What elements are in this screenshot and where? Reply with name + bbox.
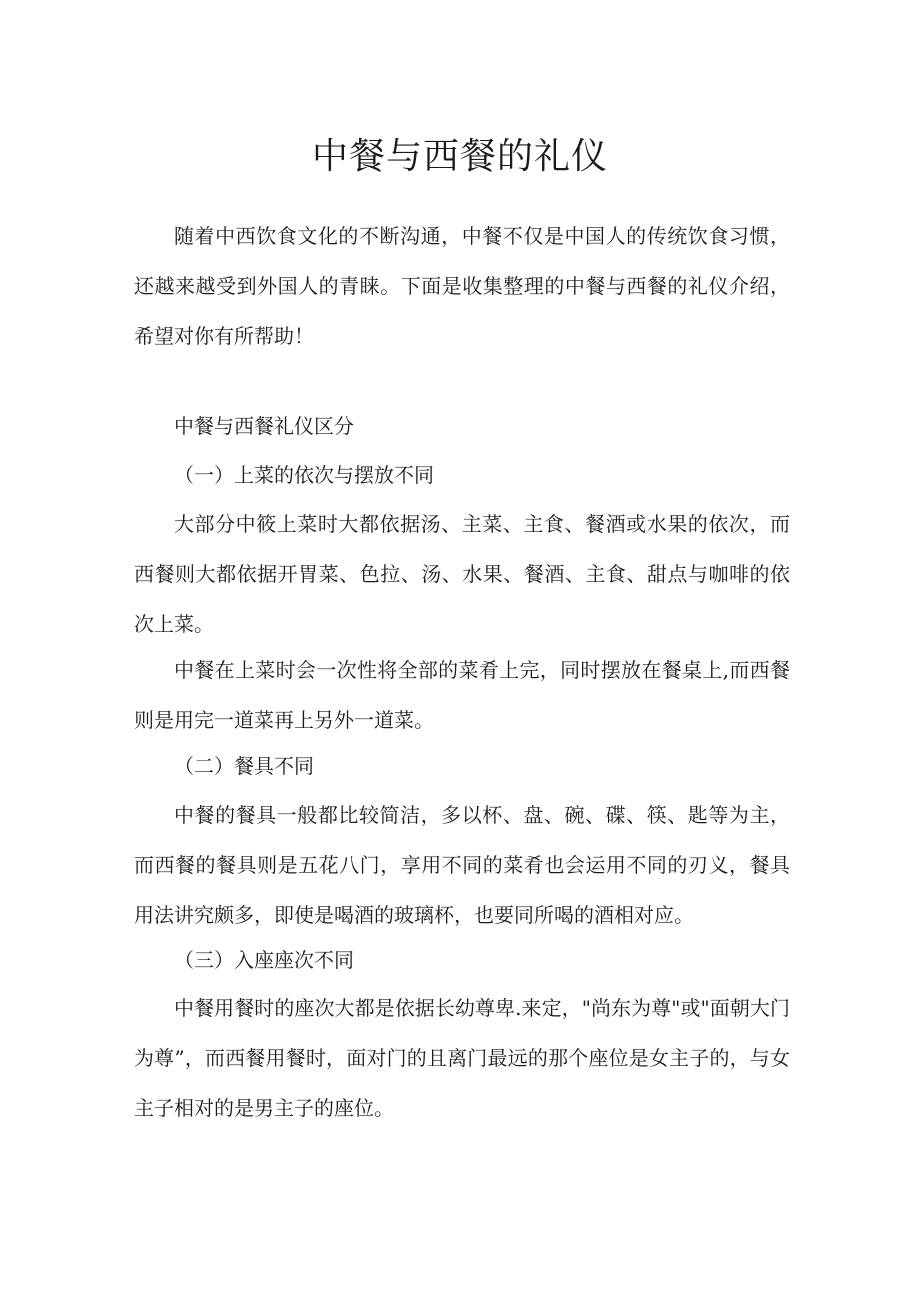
subsection-heading-2: （二）餐具不同 — [174, 754, 314, 778]
section-heading: 中餐与西餐礼仪区分 — [174, 414, 354, 438]
subsection-2-paragraph-1: 中餐的餐具一般都比较简洁，多以杯、盘、碗、碟、筷、匙等为主，而西餐的餐具则是五花八门，享用不同的菜肴也会运用不同的刃义，餐具用法讲究颇多，即使是喝酒的玻璃杯，也要同所喝的酒相对应。 — [134, 803, 790, 927]
subsection-1-paragraph-1: 大部分中筱上菜时大都依据汤、主菜、主食、餐酒或水果的依次，而西餐则大都依据开胃菜、色拉、汤、水果、餐酒、主食、甜点与咖啡的依次上菜。 — [134, 512, 790, 636]
subsection-heading-3: （三）入座座次不同 — [174, 948, 354, 972]
subsection-1-paragraph-2: 中餐在上菜时会一次性将全部的菜肴上完，同时摆放在餐桌上,而西餐则是用完一道菜再上另外一道菜。 — [134, 658, 790, 732]
subsection-heading-1: （一）上菜的依次与摆放不同 — [174, 463, 434, 487]
subsection-3-paragraph-1: 中餐用餐时的座次大都是依据长幼尊卑.来定，"尚东为尊"或"面朝大门为尊”，而西餐用餐时，面对门的且离门最远的那个座位是女主子的，与女主子相对的是男主子的座位。 — [134, 996, 790, 1120]
page-title: 中餐与西餐的礼仪 — [311, 136, 608, 177]
intro-paragraph: 随着中西饮食文化的不断沟通，中餐不仅是中国人的传统饮食习惯，还越来越受到外国人的青睐。下面是收集整理的中餐与西餐的礼仪介绍，希望对你有所帮助！ — [134, 224, 790, 348]
